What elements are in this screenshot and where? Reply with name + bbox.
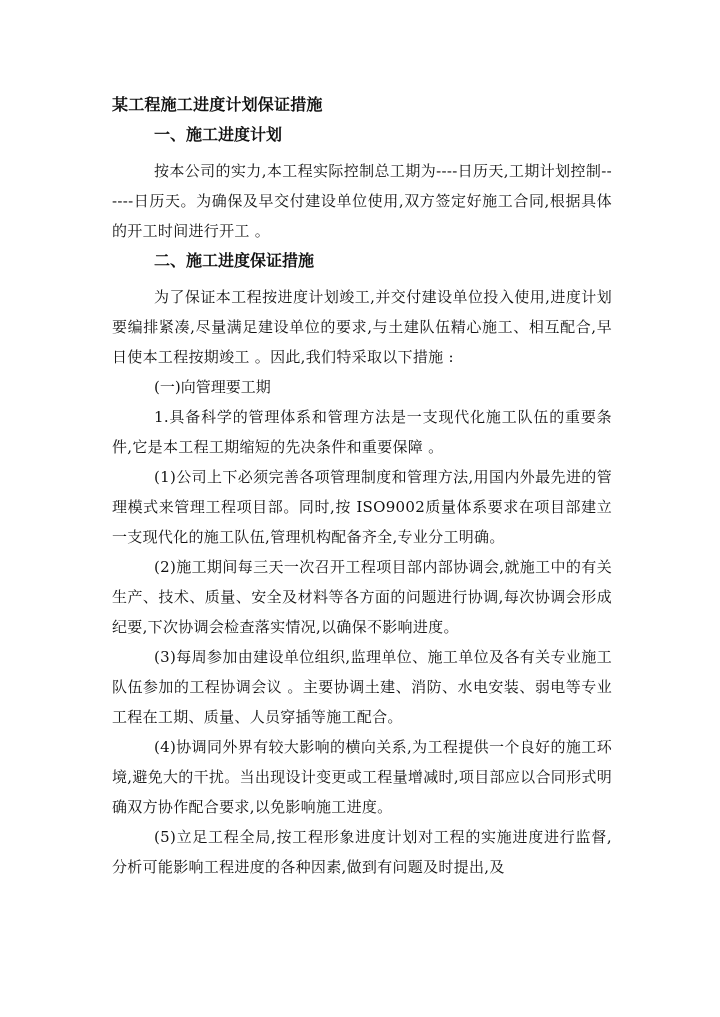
section-2-intro-paragraph: 为了保证本工程按进度计划竣工,并交付建设单位投入使用,进度计划要编排紧凑,尽量满足建设单位的要求,与土建队伍精心施工、相互配合,早日使本工程按期竣工 。因此,我们特采取以下措施 : (112, 288, 612, 366)
point-2-paragraph: (2)施工期间每三天一次召开工程项目部内部协调会,就施工中的有关生产、技术、质量、安全及材料等各方面的问题进行协调,每次协调会形成纪要,下次协调会检查落实情况,以确保不影响进度。 (112, 558, 612, 636)
section-1-heading: 一、施工进度计划 (154, 125, 283, 144)
subsection-heading: (一)向管理要工期 (154, 378, 271, 396)
point-1-paragraph: (1)公司上下必须完善各项管理制度和管理方法,用国内外最先进的管理模式来管理工程项目部。同时,按 ISO9002质量体系要求在项目部建立一支现代化的施工队伍,管理机构配备齐全,专业分工明确。 (112, 468, 612, 546)
document-title: 某工程施工进度计划保证措施 (112, 95, 323, 114)
item-1-paragraph: 1.具备科学的管理体系和管理方法是一支现代化施工队伍的重要条件,它是本工程工期缩短的先决条件和重要保障 。 (112, 408, 612, 456)
point-4-paragraph: (4)协调同外界有较大影响的横向关系,为工程提供一个良好的施工环境,避免大的干扰。当出现设计变更或工程量增减时,项目部应以合同形式明确双方协作配合要求,以免影响施工进度。 (112, 738, 612, 816)
section-2-heading: 二、施工进度保证措施 (154, 251, 315, 270)
document-body (112, 92, 612, 882)
section-1-paragraph: 按本公司的实力,本工程实际控制总工期为----日历天,工期计划控制------日历天。为确保及早交付建设单位使用,双方签定好施工合同,根据具体的开工时间进行开工 。 (112, 162, 612, 240)
point-5-paragraph: (5)立足工程全局,按工程形象进度计划对工程的实施进度进行监督,分析可能影响工程进度的各种因素,做到有问题及时提出,及 (112, 828, 612, 876)
point-3-paragraph: (3)每周参加由建设单位组织,监理单位、施工单位及各有关专业施工队伍参加的工程协调会议 。主要协调土建、消防、水电安装、弱电等专业工程在工期、质量、人员穿插等施工配合。 (112, 648, 612, 726)
